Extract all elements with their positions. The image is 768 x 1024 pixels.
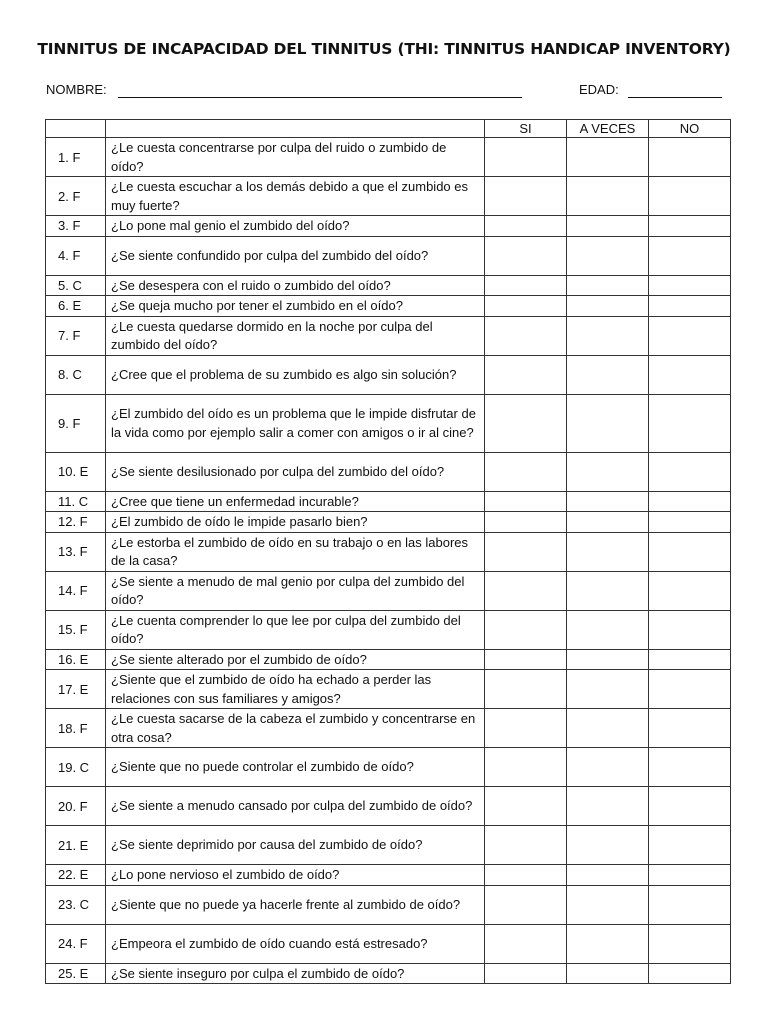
table-row: [46, 452, 731, 491]
question-number: 7. F: [46, 316, 106, 355]
question-text: ¿El zumbido del oído es un problema que le impide disfrutar de la vida como por ejemplo salir a comer con amigos o ir al cine?: [106, 394, 485, 452]
answer-a-veces-cell[interactable]: [567, 748, 649, 787]
table-row: [46, 826, 731, 865]
age-field[interactable]: [628, 97, 722, 98]
question-number: 17. E: [46, 670, 106, 709]
answer-no-cell[interactable]: [649, 885, 731, 924]
answer-a-veces-cell[interactable]: [567, 649, 649, 670]
answer-si-cell[interactable]: [485, 236, 567, 275]
question-number: 3. F: [46, 216, 106, 237]
table-row: [46, 316, 731, 355]
answer-no-cell[interactable]: [649, 709, 731, 748]
question-number: 20. F: [46, 787, 106, 826]
answer-si-cell[interactable]: [485, 670, 567, 709]
answer-a-veces-cell[interactable]: [567, 296, 649, 317]
answer-no-cell[interactable]: [649, 532, 731, 571]
question-text: ¿Siente que no puede controlar el zumbido de oído?: [106, 748, 485, 787]
table-row: [46, 670, 731, 709]
table-row: [46, 512, 731, 533]
answer-si-cell[interactable]: [485, 138, 567, 177]
answer-a-veces-cell[interactable]: [567, 216, 649, 237]
answer-no-cell[interactable]: [649, 787, 731, 826]
answer-a-veces-cell[interactable]: [567, 177, 649, 216]
answer-si-cell[interactable]: [485, 275, 567, 296]
question-number: 9. F: [46, 394, 106, 452]
answer-si-cell[interactable]: [485, 865, 567, 886]
answer-si-cell[interactable]: [485, 296, 567, 317]
question-number: 6. E: [46, 296, 106, 317]
question-text: ¿Lo pone mal genio el zumbido del oído?: [106, 216, 485, 237]
header-fields: [46, 82, 722, 102]
question-text: ¿Se desespera con el ruido o zumbido del oído?: [106, 275, 485, 296]
answer-a-veces-cell[interactable]: [567, 355, 649, 394]
header-question: [106, 120, 485, 138]
question-text: ¿Lo pone nervioso el zumbido de oído?: [106, 865, 485, 886]
question-number: 16. E: [46, 649, 106, 670]
answer-a-veces-cell[interactable]: [567, 670, 649, 709]
question-text: ¿Le cuesta quedarse dormido en la noche por culpa del zumbido del oído?: [106, 316, 485, 355]
question-number: 22. E: [46, 865, 106, 886]
answer-si-cell[interactable]: [485, 649, 567, 670]
header-no: NO: [649, 120, 731, 138]
answer-no-cell[interactable]: [649, 216, 731, 237]
question-text: ¿Se siente alterado por el zumbido de oído?: [106, 649, 485, 670]
question-text: ¿Le cuesta escuchar a los demás debido a que el zumbido es muy fuerte?: [106, 177, 485, 216]
answer-a-veces-cell[interactable]: [567, 924, 649, 963]
answer-a-veces-cell[interactable]: [567, 610, 649, 649]
table-row: [46, 296, 731, 317]
answer-si-cell[interactable]: [485, 826, 567, 865]
answer-si-cell[interactable]: [485, 610, 567, 649]
question-text: ¿Se siente a menudo de mal genio por culpa del zumbido del oído?: [106, 571, 485, 610]
answer-no-cell[interactable]: [649, 355, 731, 394]
answer-no-cell[interactable]: [649, 649, 731, 670]
question-text: ¿Cree que el problema de su zumbido es algo sin solución?: [106, 355, 485, 394]
question-text: ¿Cree que tiene un enfermedad incurable?: [106, 491, 485, 512]
answer-si-cell[interactable]: [485, 748, 567, 787]
answer-no-cell[interactable]: [649, 571, 731, 610]
answer-a-veces-cell[interactable]: [567, 452, 649, 491]
question-text: ¿Le cuesta sacarse de la cabeza el zumbido y concentrarse en otra cosa?: [106, 709, 485, 748]
answer-si-cell[interactable]: [485, 571, 567, 610]
answer-si-cell[interactable]: [485, 394, 567, 452]
question-number: 15. F: [46, 610, 106, 649]
question-number: 11. C: [46, 491, 106, 512]
table-row: [46, 748, 731, 787]
question-number: 2. F: [46, 177, 106, 216]
question-text: ¿Se queja mucho por tener el zumbido en el oído?: [106, 296, 485, 317]
question-number: 5. C: [46, 275, 106, 296]
question-number: 12. F: [46, 512, 106, 533]
question-number: 13. F: [46, 532, 106, 571]
answer-a-veces-cell[interactable]: [567, 394, 649, 452]
answer-si-cell[interactable]: [485, 316, 567, 355]
answer-no-cell[interactable]: [649, 963, 731, 984]
question-number: 25. E: [46, 963, 106, 984]
question-number: 23. C: [46, 885, 106, 924]
age-label: EDAD:: [579, 82, 619, 97]
answer-si-cell[interactable]: [485, 709, 567, 748]
answer-no-cell[interactable]: [649, 512, 731, 533]
header-a-veces: A VECES: [567, 120, 649, 138]
question-text: ¿Se siente confundido por culpa del zumbido del oído?: [106, 236, 485, 275]
table-row: [46, 275, 731, 296]
table-row: [46, 138, 731, 177]
page-title: TINNITUS DE INCAPACIDAD DEL TINNITUS (THI: TINNITUS HANDICAP INVENTORY): [37, 40, 731, 58]
answer-no-cell[interactable]: [649, 865, 731, 886]
question-text: ¿Se siente deprimido por causa del zumbido de oído?: [106, 826, 485, 865]
table-header-row: [46, 120, 731, 138]
answer-a-veces-cell[interactable]: [567, 491, 649, 512]
answer-si-cell[interactable]: [485, 532, 567, 571]
question-text: ¿Le cuesta concentrarse por culpa del ruido o zumbido de oído?: [106, 138, 485, 177]
answer-a-veces-cell[interactable]: [567, 532, 649, 571]
table-row: [46, 924, 731, 963]
answer-no-cell[interactable]: [649, 138, 731, 177]
table-row: [46, 177, 731, 216]
question-number: 10. E: [46, 452, 106, 491]
answer-a-veces-cell[interactable]: [567, 236, 649, 275]
question-number: 8. C: [46, 355, 106, 394]
answer-no-cell[interactable]: [649, 177, 731, 216]
question-number: 18. F: [46, 709, 106, 748]
question-text: ¿Siente que no puede ya hacerle frente al zumbido de oído?: [106, 885, 485, 924]
answer-no-cell[interactable]: [649, 924, 731, 963]
question-text: ¿Le estorba el zumbido de oído en su trabajo o en las labores de la casa?: [106, 532, 485, 571]
answer-si-cell[interactable]: [485, 355, 567, 394]
answer-a-veces-cell[interactable]: [567, 275, 649, 296]
answer-si-cell[interactable]: [485, 216, 567, 237]
name-field[interactable]: [118, 97, 522, 98]
answer-no-cell[interactable]: [649, 610, 731, 649]
header-si: SI: [485, 120, 567, 138]
table-row: [46, 491, 731, 512]
question-number: 1. F: [46, 138, 106, 177]
answer-a-veces-cell[interactable]: [567, 963, 649, 984]
answer-a-veces-cell[interactable]: [567, 709, 649, 748]
table-body: [46, 138, 731, 984]
name-label: NOMBRE:: [46, 82, 107, 97]
answer-no-cell[interactable]: [649, 670, 731, 709]
table-row: [46, 649, 731, 670]
table-row: [46, 610, 731, 649]
answer-no-cell[interactable]: [649, 275, 731, 296]
answer-no-cell[interactable]: [649, 826, 731, 865]
answer-no-cell[interactable]: [649, 394, 731, 452]
table-row: [46, 709, 731, 748]
answer-si-cell[interactable]: [485, 177, 567, 216]
question-text: ¿Se siente inseguro por culpa el zumbido de oído?: [106, 963, 485, 984]
answer-si-cell[interactable]: [485, 491, 567, 512]
question-text: ¿El zumbido de oído le impide pasarlo bien?: [106, 512, 485, 533]
answer-a-veces-cell[interactable]: [567, 512, 649, 533]
answer-no-cell[interactable]: [649, 316, 731, 355]
table-row: [46, 787, 731, 826]
question-number: 21. E: [46, 826, 106, 865]
answer-si-cell[interactable]: [485, 924, 567, 963]
table-row: [46, 571, 731, 610]
question-text: ¿Se siente a menudo cansado por culpa del zumbido de oído?: [106, 787, 485, 826]
question-number: 19. C: [46, 748, 106, 787]
answer-si-cell[interactable]: [485, 885, 567, 924]
answer-a-veces-cell[interactable]: [567, 885, 649, 924]
table-row: [46, 532, 731, 571]
question-number: 24. F: [46, 924, 106, 963]
answer-no-cell[interactable]: [649, 296, 731, 317]
question-text: ¿Le cuenta comprender lo que lee por culpa del zumbido del oído?: [106, 610, 485, 649]
table-row: [46, 236, 731, 275]
question-text: ¿Siente que el zumbido de oído ha echado a perder las relaciones con sus familiares y amigos?: [106, 670, 485, 709]
answer-si-cell[interactable]: [485, 512, 567, 533]
table-row: [46, 355, 731, 394]
answer-no-cell[interactable]: [649, 452, 731, 491]
question-text: ¿Empeora el zumbido de oído cuando está estresado?: [106, 924, 485, 963]
question-number: 14. F: [46, 571, 106, 610]
answer-si-cell[interactable]: [485, 452, 567, 491]
answer-si-cell[interactable]: [485, 963, 567, 984]
table-row: [46, 963, 731, 984]
table-row: [46, 885, 731, 924]
table-row: [46, 216, 731, 237]
question-number: 4. F: [46, 236, 106, 275]
answer-a-veces-cell[interactable]: [567, 865, 649, 886]
table-row: [46, 394, 731, 452]
answer-a-veces-cell[interactable]: [567, 571, 649, 610]
answer-si-cell[interactable]: [485, 787, 567, 826]
question-text: ¿Se siente desilusionado por culpa del zumbido del oído?: [106, 452, 485, 491]
questionnaire-table: [45, 119, 731, 984]
answer-no-cell[interactable]: [649, 236, 731, 275]
header-number: [46, 120, 106, 138]
answer-a-veces-cell[interactable]: [567, 787, 649, 826]
answer-a-veces-cell[interactable]: [567, 138, 649, 177]
answer-no-cell[interactable]: [649, 748, 731, 787]
answer-a-veces-cell[interactable]: [567, 316, 649, 355]
answer-no-cell[interactable]: [649, 491, 731, 512]
table-row: [46, 865, 731, 886]
answer-a-veces-cell[interactable]: [567, 826, 649, 865]
